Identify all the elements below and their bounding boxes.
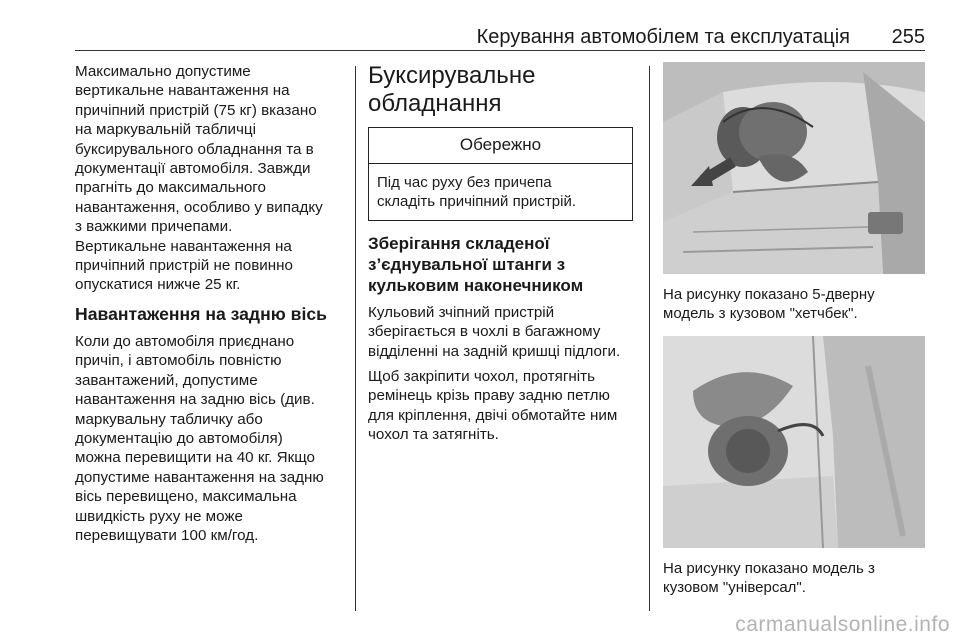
column-divider-1 [355,66,356,611]
storage-paragraph: Кульовий зчіпний пристрій зберігається в чохлі в багажному відділенні на задній кришці підлоги. [368,303,621,360]
column-middle [368,62,636,445]
column-right [663,62,925,598]
caution-box [368,127,633,221]
vertical-load-paragraph: Максимально допустиме вертикальне навантаження на причіпний пристрій (75 кг) вказано на маркувальній табличці буксирувального обладнання та в документації автомобіля. Завжди прагніть до максимального навантаження, особливо у випадку з важкими причепами. [75,63,323,236]
storage-subheading: Зберігання складеної з’єднувальної штанги з кульковим наконечником [368,233,584,295]
towing-equipment-title: Буксирувальне обладнання [368,62,536,117]
watermark: carmanualsonline.info [735,613,950,636]
estate-caption: На рисунку показано модель з кузовом "універсал". [663,559,875,597]
section-title: Керування автомобілем та експлуатація [476,26,850,48]
header-divider [75,50,925,51]
caution-text: Під час руху без причепа складіть причіпний пристрій. [377,174,577,211]
estate-trunk-illustration [663,336,925,548]
page-header [75,22,925,48]
fastening-paragraph: Щоб закріпити чохол, протягніть ремінець крізь праву задню петлю для кріплення, двічі обмотайте ним чохол та затягніть. [368,368,618,444]
page-number: 255 [891,26,925,48]
rear-axle-paragraph: Коли до автомобіля приєднано причіп, і автомобіль повністю завантажений, допустиме навантаження на задню вісь (див. маркувальну табличку або документацію до автомобіля) можна перевищити на 40 кг. Якщо допустиме навантаження на задню вісь перевищено, максимальна швидкість руху не може перевищувати 100 км/год. [75,332,324,544]
column-left [75,62,347,545]
column-divider-2 [649,66,650,611]
hatchback-trunk-illustration [663,62,925,274]
rear-axle-heading: Навантаження на задню вісь [75,303,327,324]
vertical-load-min-paragraph: Вертикальне навантаження на причіпний пристрій не повинно опускатися нижче 25 кг. [75,237,293,294]
hatchback-caption: На рисунку показано 5-дверну модель з кузовом "хетчбек". [663,286,875,323]
caution-label: Обережно [369,128,632,164]
